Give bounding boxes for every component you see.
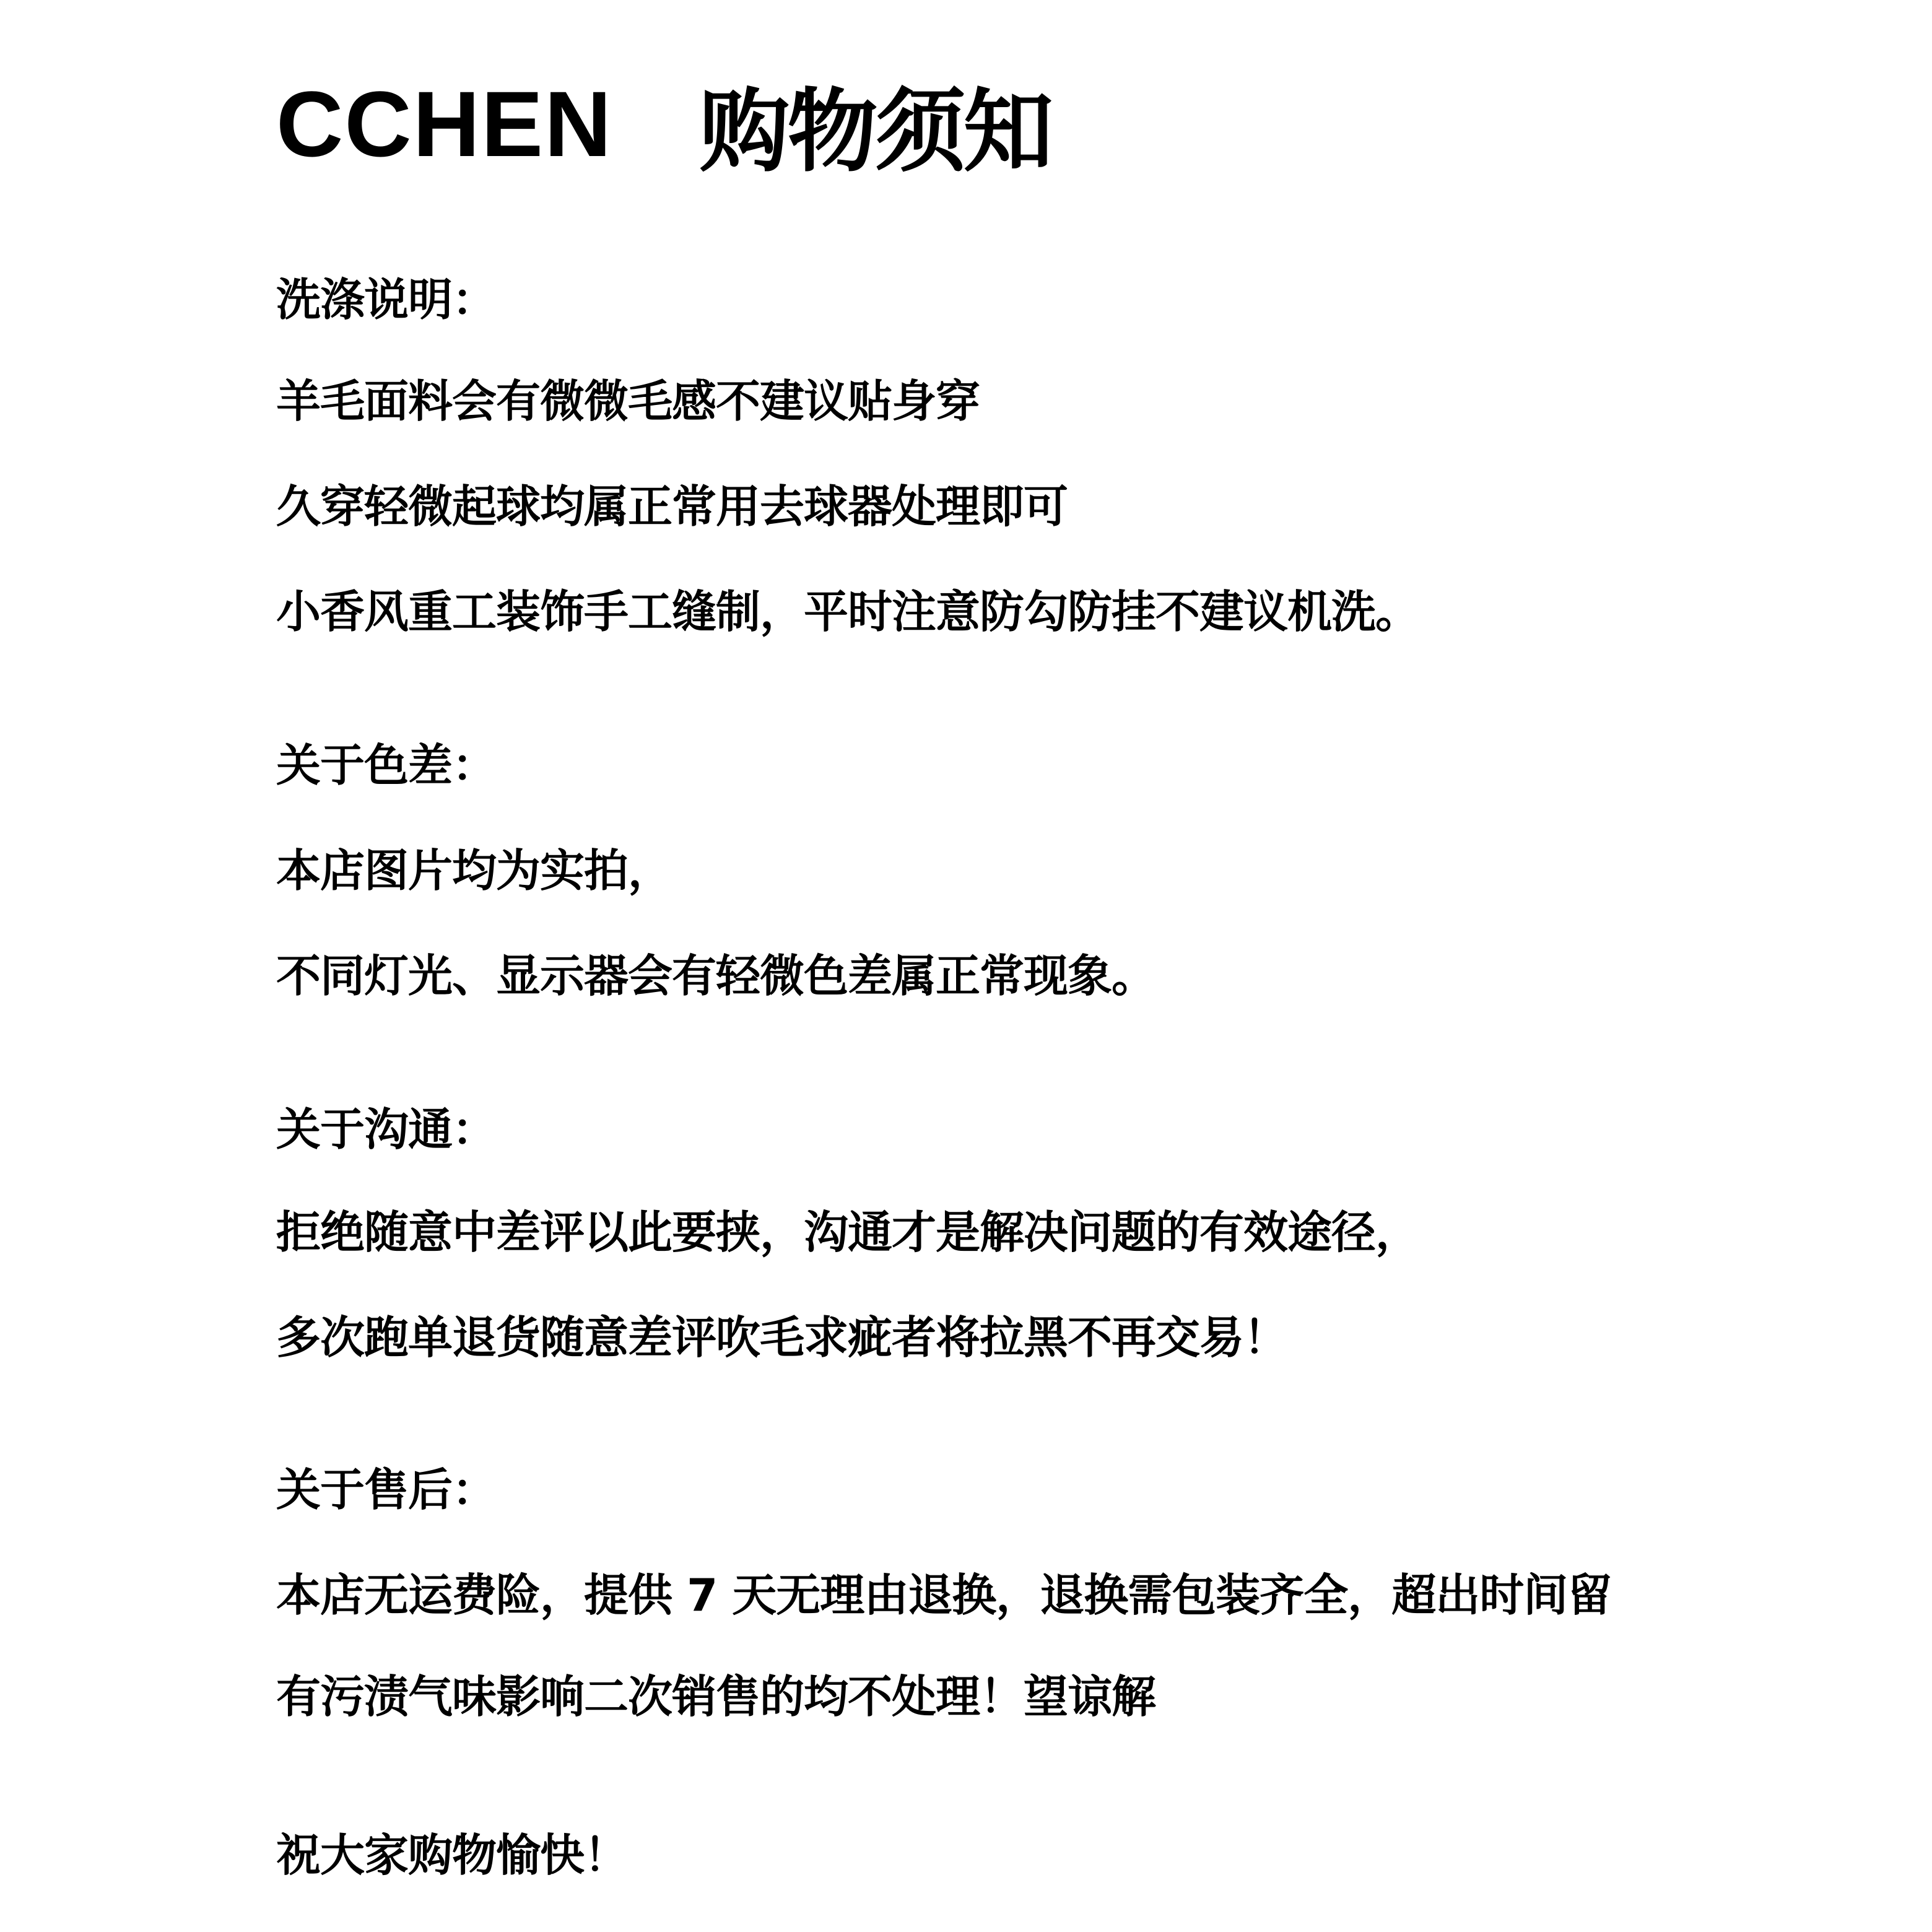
closing-message: 祝大家购物愉快！ xyxy=(276,1829,629,1881)
section-line: 本店无运费险，提供 7 天无理由退换，退换需包装齐全，超出时间留 xyxy=(276,1569,1612,1621)
section-line: 久穿轻微起球均属正常用去球器处理即可 xyxy=(276,481,1068,533)
page-title xyxy=(276,65,1051,183)
section-line: 不同灯光、显示器会有轻微色差属正常现象。 xyxy=(276,950,1156,1002)
section-heading: 关于沟通： xyxy=(276,1103,497,1155)
section-line: 羊毛面料会有微微毛感不建议贴身穿 xyxy=(276,375,980,427)
section-heading: 关于售后： xyxy=(276,1464,497,1516)
section-line: 有污渍气味影响二次销售的均不处理！望谅解 xyxy=(276,1671,1156,1723)
section-line: 多次跑单退货随意差评吹毛求疵者将拉黑不再交易！ xyxy=(276,1312,1288,1364)
section-heading: 关于色差： xyxy=(276,739,497,791)
title-text: 购物须知 xyxy=(699,79,1051,185)
section-line: 本店图片均为实拍， xyxy=(276,845,672,897)
section-heading: 洗涤说明： xyxy=(276,274,497,326)
brand-name: CCHEN xyxy=(276,71,613,176)
section-line: 拒绝随意中差评以此要挟，沟通才是解决问题的有效途径， xyxy=(276,1206,1420,1258)
section-line: 小香风重工装饰手工缝制，平时注意防勾防挂不建议机洗。 xyxy=(276,586,1420,638)
